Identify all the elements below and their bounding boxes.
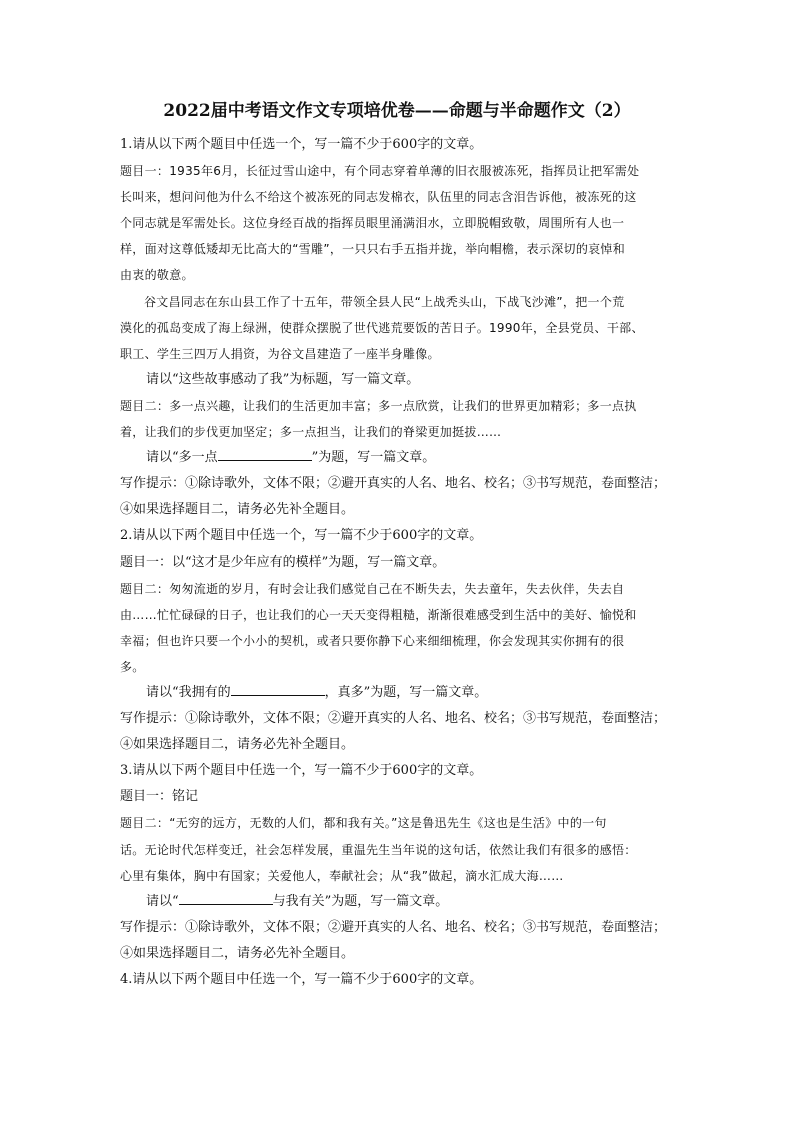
question-1: [120, 132, 686, 523]
q1-topic1-line: 个同志就是军需处长。这位身经百战的指挥员眼里涌满泪水，立即脱帽致敬，周围所有人也一: [120, 216, 625, 231]
instruction-prefix: 请以“我拥有的: [146, 684, 231, 700]
q1-topic1-instruction: 请以“这些故事感动了我”为标题，写一篇文章。: [146, 371, 420, 387]
q3-writing-tips: 写作提示：①除诗歌外，文体不限；②避开真实的人名、地名、校名；③书写规范，卷面整洁；: [120, 919, 667, 935]
q1-topic1-line: 样，面对这尊低矮却无比高大的“雪雕”，一只只右手五指并拢，举向帽檐，表示深切的哀悼和: [120, 242, 626, 257]
q1-topic1-line: 由衷的敬意。: [120, 268, 194, 283]
question-4-intro: 4.请从以下两个题目中任选一个，写一篇不少于600字的文章。: [120, 972, 483, 987]
instruction-suffix: ，真多”为题，写一篇文章。: [324, 684, 488, 700]
q2-topic1: 题目一：以“这才是少年应有的模样”为题，写一篇文章。: [120, 554, 446, 570]
instruction-prefix: 请以“: [146, 893, 179, 909]
q1-topic1b-line: 职工、学生三四万人捐资，为谷文昌建造了一座半身雕像。: [120, 346, 440, 361]
instruction-suffix: ”为题，写一篇文章。: [311, 450, 436, 466]
blank-fill-line: [231, 682, 325, 696]
question-2-intro: 2.请从以下两个题目中任选一个，写一篇不少于600字的文章。: [120, 528, 483, 544]
q3-topic2-line: 题目二：“无穷的远方，无数的人们，都和我有关。”这是鲁迅先生《这也是生活》中的一句: [120, 816, 607, 831]
document-title: 2022届中考语文作文专项培优卷——命题与半命题作文（2）: [163, 101, 631, 121]
q3-topic2-line: 话。无论时代怎样变迁，社会怎样发展，重温先生当年说的这句话，依然让我们有很多的感悟：: [120, 842, 637, 857]
q1-writing-tips: ④如果选择题目二，请务必先补全题目。: [120, 502, 355, 518]
q1-topic2-line: 题目二：多一点兴趣，让我们的生活更加丰富；多一点欣赏，让我们的世界更加精彩；多一点执: [120, 398, 637, 413]
q1-writing-tips: 写作提示：①除诗歌外，文体不限；②避开真实的人名、地名、校名；③书写规范，卷面整洁；: [120, 476, 667, 492]
instruction-suffix: 与我有关”为题，写一篇文章。: [272, 893, 449, 909]
instruction-prefix: 请以“多一点: [146, 450, 218, 466]
q1-topic2-instruction: [120, 445, 686, 471]
q3-topic1: 题目一：铭记: [120, 789, 199, 805]
q2-writing-tips: 写作提示：①除诗歌外，文体不限；②避开真实的人名、地名、校名；③书写规范，卷面整洁；: [120, 711, 667, 727]
q2-topic2-line: 多。: [120, 659, 145, 674]
q1-topic2-line: 着，让我们的步伐更加坚定；多一点担当，让我们的脊梁更加挺拔……: [120, 425, 502, 440]
q3-topic2-instruction: [120, 889, 686, 915]
q3-topic2-line: 心里有集体，胸中有国家；关爱他人，奉献社会；从“我”做起，滴水汇成大海……: [120, 868, 564, 883]
q1-topic1b-line: 谷文昌同志在东山县工作了十五年，带领全县人民“上战秃头山，下战飞沙滩”，把一个荒: [144, 294, 625, 309]
document-body: [120, 132, 686, 993]
q2-topic2-line: 题目二：匆匆流逝的岁月，有时会让我们感觉自己在不断失去，失去童年，失去伙伴，失去自: [120, 581, 625, 596]
question-4: [120, 967, 686, 993]
q1-topic1b-line: 漠化的孤岛变成了海上绿洲，使群众摆脱了世代逃荒要饭的苦日子。1990年，全县党员、干部、: [120, 320, 644, 335]
question-3: [120, 758, 686, 967]
blank-fill-line: [218, 447, 312, 461]
q2-topic2-line: 幸福；但也许只要一个小小的契机，或者只要你静下心来细细梳理，你会发现其实你拥有的很: [120, 633, 625, 648]
question-2: [120, 523, 686, 758]
q3-writing-tips: ④如果选择题目二，请务必先补全题目。: [120, 945, 355, 961]
blank-fill-line: [179, 891, 273, 905]
q1-topic1-line: 长叫来，想问问他为什么不给这个被冻死的同志发棉衣，队伍里的同志含泪告诉他，被冻死的这: [120, 190, 637, 205]
question-3-intro: 3.请从以下两个题目中任选一个，写一篇不少于600字的文章。: [120, 763, 483, 779]
q2-topic2-line: 由……忙忙碌碌的日子，也让我们的心一天天变得粗糙，渐渐很难感受到生活中的美好、愉悦和: [120, 607, 637, 622]
question-1-intro: 1.请从以下两个题目中任选一个，写一篇不少于600字的文章。: [120, 137, 483, 152]
q2-writing-tips: ④如果选择题目二，请务必先补全题目。: [120, 737, 355, 753]
q2-topic2-instruction: [120, 680, 686, 706]
q1-topic1-line: 题目一：1935年6月，长征过雪山途中，有个同志穿着单薄的旧衣服被冻死，指挥员让把军需处: [120, 164, 640, 179]
